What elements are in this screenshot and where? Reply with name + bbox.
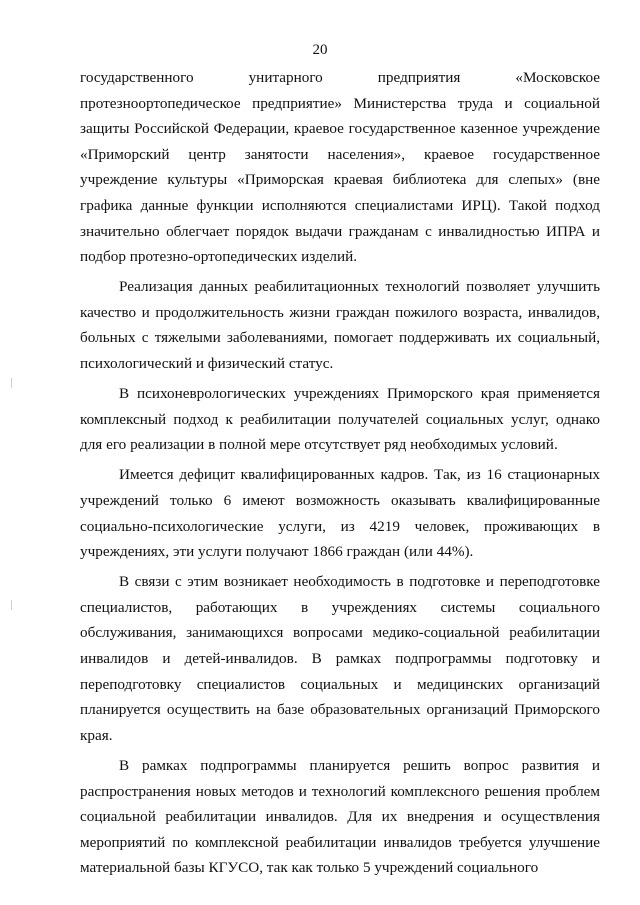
paragraph: Имеется дефицит квалифицированных кадров. Так, из 16 стационарных учреждений только 6 имеют возможность оказывать квалифицированные социально-психологические услуги, из 4219 человек, проживающих в учреждениях, эти услуги получают 1866 граждан (или 44%). xyxy=(80,466,600,561)
scan-margin-mark xyxy=(11,378,12,388)
paragraph: В рамках подпрограммы планируется решить вопрос развития и распространения новых методов и технологий комплексного решения проблем социальной реабилитации инвалидов. Для их внедрения и осуществления мероприятий по комплексной реабилитации инвалидов требуется улучшение материальной базы КГУСО, так как только 5 учреждений социального xyxy=(80,756,600,877)
paragraph: В психоневрологических учреждениях Приморского края применяется комплексный подход к реабилитации получателей социальных услуг, однако для его реализации в полной мере отсутствует ряд необходимых условий. xyxy=(80,385,600,454)
page-number: 20 xyxy=(312,42,328,58)
paragraph-continuation: государственного унитарного предприятия «Московское протезноортопедическое предприятие» Министерства труда и социальной защиты Российской Федерации, краевое государственное казенное учреждение «Приморский центр занятости населения», краевое государственное учреждение культуры «Приморская краевая библиотека для слепых» (вне графика данные функции исполняются специалистами ИРЦ). Такой подход значительно облегчает порядок выдачи гражданам с инвалидностью ИПРА и подбор протезно-ортопедических изделий. xyxy=(80,69,600,266)
paragraph: Реализация данных реабилитационных технологий позволяет улучшить качество и продолжительность жизни граждан пожилого возраста, инвалидов, больных с тяжелыми заболеваниями, помогает поддерживать их социальный, психологический и физический статус. xyxy=(80,278,600,373)
paragraph: В связи с этим возникает необходимость в подготовке и переподготовке специалистов, работающих в учреждениях системы социального обслуживания, занимающихся вопросами медико-социальной реабилитации инвалидов и детей-инвалидов. В рамках подпрограммы подготовку и переподготовку специалистов социальных и медицинских организаций планируется осуществить на базе образовательных организаций Приморского края. xyxy=(80,573,600,744)
document-body xyxy=(80,65,600,885)
scan-margin-mark xyxy=(11,600,12,610)
